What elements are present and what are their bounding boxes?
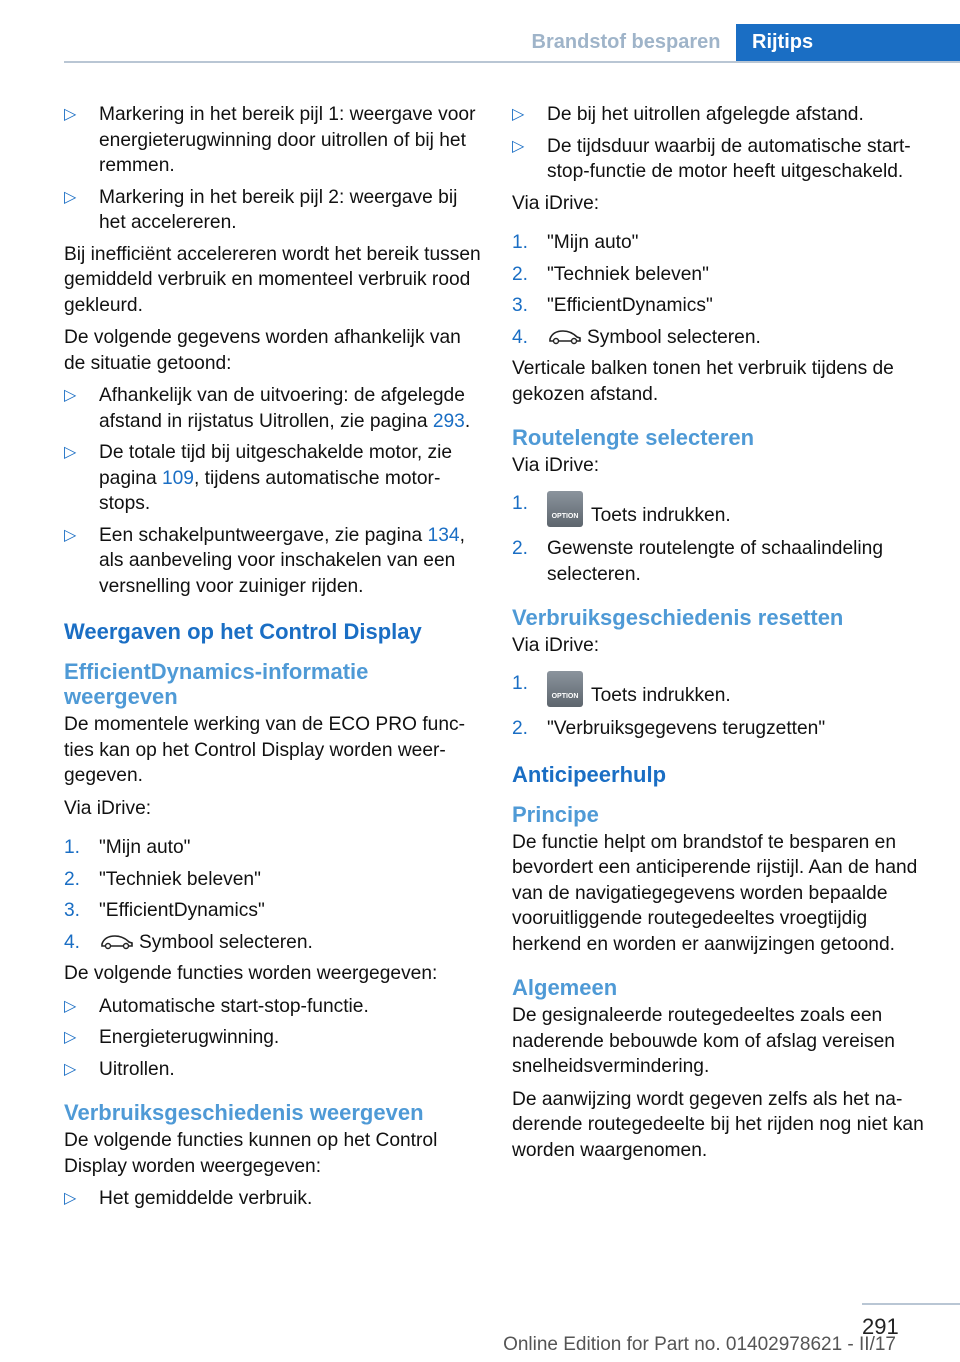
list-item: 3. "EfficientDynamics": [512, 295, 713, 316]
subsection-heading: Verbruiksgeschiedenis resetten: [512, 605, 844, 630]
right-column: [512, 102, 932, 1170]
option-button-icon: OPTION: [547, 671, 583, 707]
triangle-bullet-icon: ▷: [64, 997, 77, 1015]
bullet-list: [64, 383, 484, 599]
subsection-heading: Algemeen: [512, 975, 618, 1000]
list-item: 4. Symbool selecteren.: [64, 931, 313, 953]
header-chapter-tab: Rijtips: [736, 24, 960, 61]
triangle-bullet-icon: ▷: [64, 1029, 77, 1046]
paragraph: De gesignaleerde routegedeeltes zoals een naderende bebouwde kom of afslag vereisen snelheidsvermindering.: [512, 1005, 895, 1077]
left-column: [64, 102, 484, 1218]
list-item: 4. Symbool selecteren.: [512, 326, 761, 348]
car-symbol-icon: [99, 932, 135, 950]
paragraph: De volgende gegevens worden afhankelijk van de situatie getoond:: [64, 327, 461, 374]
page-link-109[interactable]: 109: [161, 467, 194, 489]
list-item: 2. "Techniek beleven": [512, 263, 709, 285]
numbered-list: [64, 835, 484, 955]
list-item: 1. OPTION Toets indrukken.: [512, 672, 731, 706]
triangle-bullet-icon: ▷: [512, 106, 525, 123]
list-item: ▷ De tijdsduur waarbij de automatische start-stop-functie de motor heeft uitgeschakeld.: [512, 135, 911, 182]
triangle-bullet-icon: ▷: [64, 106, 77, 123]
subsection-heading: Verbruiksgeschiedenis weergeven: [64, 1100, 424, 1125]
paragraph: Bij inefficiënt accelereren wordt het bereik tussen gemiddeld verbruik en momenteel verbruik rood gekleurd.: [64, 243, 481, 316]
list-item: 1. "Mijn auto": [64, 837, 191, 858]
paragraph: Via iDrive:: [512, 455, 600, 476]
list-item: 1. OPTION Toets indrukken.: [512, 492, 731, 526]
header-rule: [64, 61, 960, 63]
paragraph: Via iDrive:: [64, 797, 152, 819]
list-item: 3. "EfficientDynamics": [64, 900, 265, 921]
bullet-list: [64, 1186, 484, 1212]
triangle-bullet-icon: ▷: [64, 526, 77, 544]
header-section-title: Brandstof besparen: [531, 31, 721, 53]
section-heading: Weergaven op het Control Display: [64, 619, 422, 644]
list-item: 2. Gewenste routelengte of schaalindeling selecteren.: [512, 538, 884, 585]
footer-rule: [862, 1303, 960, 1305]
subsection-heading: Principe: [512, 801, 599, 827]
list-item: ▷ Energieterugwinning.: [64, 1025, 484, 1051]
page-link-134[interactable]: 134: [427, 524, 460, 546]
triangle-bullet-icon: ▷: [64, 387, 77, 404]
subsection-heading: Routelengte selecteren: [512, 425, 755, 450]
list-item: ▷ De totale tijd bij uitgeschakelde motor, zie pagina 109, tijdens automatische motorstops.: [64, 442, 453, 514]
paragraph: Verticale balken tonen het verbruik tijdens de gekozen afstand.: [512, 358, 894, 405]
triangle-bullet-icon: ▷: [64, 1190, 77, 1207]
list-item: 2. "Techniek beleven": [64, 868, 261, 890]
triangle-bullet-icon: ▷: [512, 137, 525, 155]
list-item: ▷ Markering in het bereik pijl 1: weergave voor energieterugwinning door uitrollen of bij het remmen.: [64, 104, 476, 176]
paragraph: De volgende functies kunnen op het Control Display worden weergegeven:: [64, 1130, 438, 1177]
bullet-list: [64, 102, 484, 236]
edition-footer: Online Edition for Part no. 01402978621 - II/17: [503, 1334, 896, 1355]
list-item: ▷ Automatische start-stop-functie.: [64, 994, 484, 1020]
paragraph: Via iDrive:: [512, 635, 600, 656]
triangle-bullet-icon: ▷: [64, 444, 77, 461]
numbered-list: [512, 230, 932, 350]
list-item: ▷ Het gemiddelde verbruik.: [64, 1186, 484, 1212]
list-item: ▷ De bij het uitrollen afgelegde afstand.: [512, 102, 932, 128]
list-item: ▷ Markering in het bereik pijl 2: weergave bij het accelereren.: [64, 186, 458, 233]
paragraph: De volgende functies worden weergegeven:: [64, 963, 438, 984]
option-button-icon: OPTION: [547, 491, 583, 527]
car-symbol-icon: [547, 327, 583, 345]
bullet-list: [64, 994, 484, 1083]
list-item: ▷ Afhankelijk van de uitvoering: de afgelegde afstand in rijstatus Uitrollen, zie pagina 293.: [64, 385, 471, 432]
bullet-list: [512, 102, 932, 185]
page-number: 291: [862, 1314, 899, 1339]
section-heading: Anticipeerhulp: [512, 761, 667, 787]
list-item: ▷ Een schakelpuntweergave, zie pagina 134, als aanbeveling voor inschakelen van een versnelling voor zuiniger rijden.: [64, 524, 465, 597]
subsection-heading: EfficientDynamics-informatie weergeven: [64, 659, 369, 709]
paragraph: Via iDrive:: [512, 192, 600, 214]
list-item: ▷ Uitrollen.: [64, 1057, 484, 1083]
page-link-293[interactable]: 293: [432, 410, 465, 432]
paragraph: De aanwijzing wordt gegeven zelfs als het naderende routegedeelte bij het rijden nog niet kan worden waargenomen.: [512, 1088, 924, 1161]
numbered-list: [512, 491, 932, 588]
list-item: 2. "Verbruiksgegevens terugzetten": [512, 718, 826, 739]
list-item: 1. "Mijn auto": [512, 232, 639, 253]
paragraph: De functie helpt om brandstof te besparen en bevordert een anticiperende rijstijl. Aan de hand van de navigatiegegevens worden bepaalde vooruitliggende routegedeeltes vroegtijdig herkend en worden er aanwijzingen getoond.: [512, 831, 918, 955]
triangle-bullet-icon: ▷: [64, 1060, 77, 1078]
paragraph: De momentele werking van de ECO PRO functies kan op het Control Display worden weergegeven.: [64, 714, 465, 786]
numbered-list: [512, 671, 932, 742]
triangle-bullet-icon: ▷: [64, 188, 77, 206]
